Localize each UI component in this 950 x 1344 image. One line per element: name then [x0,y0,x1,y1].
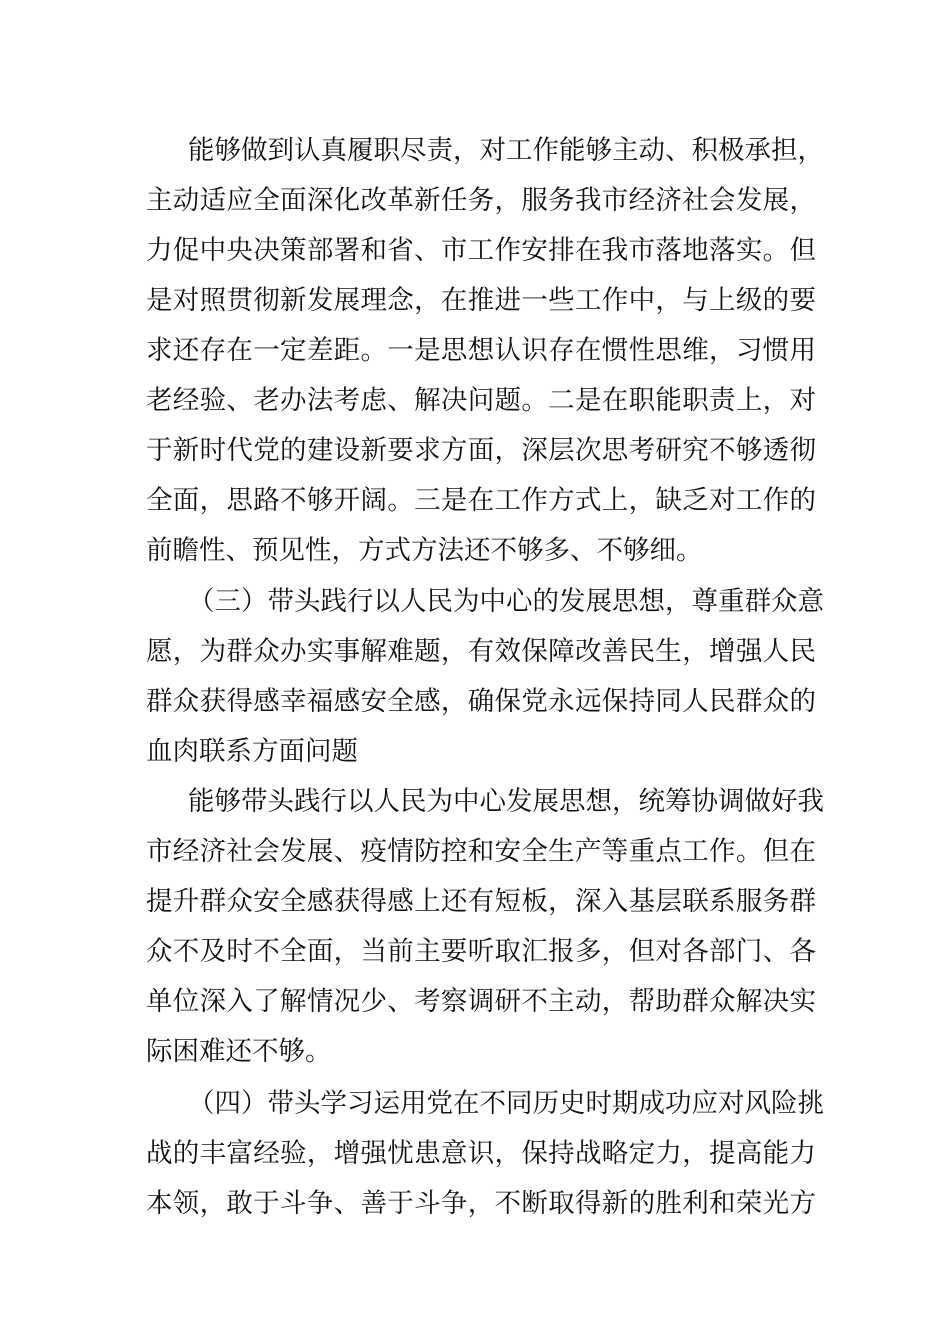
text-line-1: 能够做到认真履职尽责，对工作能够主动、积极承担， [188,135,824,166]
section-heading-line-5: （四）带头学习运用党在不同历史时期成功应对风险挑 [188,1088,824,1119]
section-heading-line-4: 血肉联系方面问题 [146,736,358,767]
text-line-9: 前瞻性、预见性，方式方法还不够多、不够细。 [146,535,703,566]
text-line-17: 众不及时不全面，当前主要听取汇报多，但对各部门、各 [146,936,816,967]
text-line-8: 全面，思路不够开阔。三是在工作方式上，缺乏对工作的 [146,485,816,516]
text-line-4: 是对照贯彻新发展理念，在推进一些工作中，与上级的要 [146,285,816,316]
text-line-7: 于新时代党的建设新要求方面，深层次思考研究不够透彻 [146,435,816,466]
section-heading-line-3: 群众获得感幸福感安全感，确保党永远保持同人民群众的 [146,686,816,717]
section-heading-line-2: 愿，为群众办实事解难题，有效保障改善民生，增强人民 [146,636,816,667]
text-line-5: 求还存在一定差距。一是思想认识存在惯性思维，习惯用 [146,335,816,366]
text-line-6: 老经验、老办法考虑、解决问题。二是在职能职责上，对 [146,385,816,416]
text-line-18: 单位深入了解情况少、考察调研不主动，帮助群众解决实 [146,986,816,1017]
text-line-14: 能够带头践行以人民为中心发展思想，统筹协调做好我 [188,786,824,817]
section-heading-line-7: 本领，敢于斗争、善于斗争，不断取得新的胜利和荣光方 [146,1188,816,1219]
text-line-16: 提升群众安全感获得感上还有短板，深入基层联系服务群 [146,886,816,917]
section-heading-line-6: 战的丰富经验，增强忧患意识，保持战略定力，提高能力 [146,1138,816,1169]
text-line-15: 市经济社会发展、疫情防控和安全生产等重点工作。但在 [146,836,816,867]
section-heading-line-1: （三）带头践行以人民为中心的发展思想，尊重群众意 [188,586,824,617]
text-line-2: 主动适应全面深化改革新任务，服务我市经济社会发展， [146,185,816,216]
text-line-3: 力促中央决策部署和省、市工作安排在我市落地落实。但 [146,235,816,266]
text-line-19: 际困难还不够。 [146,1036,332,1067]
